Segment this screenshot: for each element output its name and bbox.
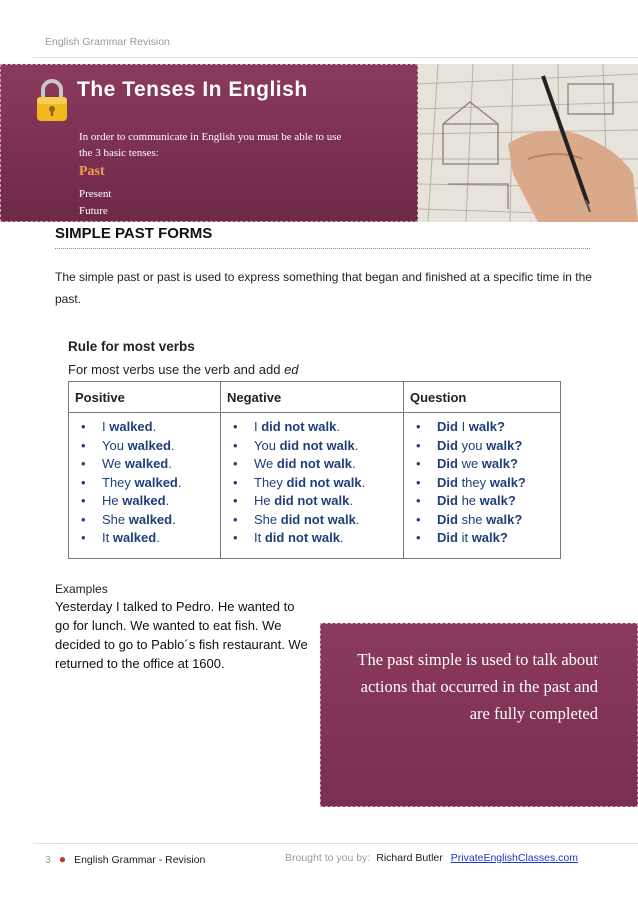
- verb-forms-table: [68, 381, 561, 559]
- column-header: Positive: [69, 382, 220, 413]
- lock-icon: [34, 78, 70, 122]
- list-item: • You did not walk.: [221, 437, 365, 456]
- intro-line: In order to communicate in English you must be able to use: [79, 131, 342, 143]
- examples-text: Yesterday I talked to Pedro. He wanted to go for lunch. We wanted to eat fish. We decided to go to Pablo´s fish restaurant. We returned to the office at 1600.: [55, 599, 308, 671]
- page-title: The Tenses In English: [77, 78, 308, 101]
- list-item: • Did we walk?: [404, 455, 526, 474]
- footer-left: [45, 852, 205, 866]
- rule-title: Rule for most verbs: [68, 339, 195, 354]
- brought-by-label: Brought to you by:: [285, 852, 371, 864]
- section-intro: The simple past or past is used to express something that began and finished at a specific time in the past.: [55, 270, 592, 306]
- list-item: • Did they walk?: [404, 474, 526, 493]
- rule-subtitle: [68, 362, 299, 377]
- negative-list: [221, 418, 365, 548]
- column-negative: [220, 382, 403, 558]
- author-name: Richard Butler: [376, 852, 443, 864]
- column-header: Negative: [221, 382, 403, 413]
- website-link[interactable]: PrivateEnglishClasses.com: [450, 852, 578, 864]
- running-head: English Grammar Revision: [45, 36, 170, 48]
- list-item: • I did not walk.: [221, 418, 365, 437]
- positive-list: [69, 418, 182, 548]
- page-number: 3: [45, 854, 51, 866]
- list-item: • Did you walk?: [404, 437, 526, 456]
- section-divider: [55, 248, 590, 249]
- examples-label: Examples: [55, 582, 108, 596]
- list-item: • Did it walk?: [404, 529, 526, 548]
- tense-future: Future: [79, 205, 108, 217]
- rule-subtitle-suffix: ed: [284, 362, 299, 377]
- intro-line: the 3 basic tenses:: [79, 147, 159, 159]
- list-item: • Did she walk?: [404, 511, 526, 530]
- list-item: • It walked.: [69, 529, 182, 548]
- list-item: • We did not walk.: [221, 455, 365, 474]
- list-item: • He did not walk.: [221, 492, 365, 511]
- footer-title: English Grammar - Revision: [74, 854, 206, 866]
- column-header: Question: [404, 382, 560, 413]
- list-item: • Did he walk?: [404, 492, 526, 511]
- list-item: • She did not walk.: [221, 511, 365, 530]
- question-list: [404, 418, 526, 548]
- list-item: • It did not walk.: [221, 529, 365, 548]
- bullet-icon: ●: [58, 852, 67, 866]
- list-item: • You walked.: [69, 437, 182, 456]
- banner-intro: [79, 129, 409, 161]
- header-divider: [33, 57, 638, 58]
- list-item: • Did I walk?: [404, 418, 526, 437]
- section-title: SIMPLE PAST FORMS: [55, 225, 213, 242]
- list-item: • We walked.: [69, 455, 182, 474]
- list-item: • They did not walk.: [221, 474, 365, 493]
- tense-past: Past: [79, 164, 105, 179]
- column-positive: [69, 382, 220, 558]
- footer-right: [285, 852, 578, 864]
- list-item: • I walked.: [69, 418, 182, 437]
- footer-divider: [33, 843, 638, 844]
- pull-quote: The past simple is used to talk about actions that occurred in the past and are fully completed: [357, 650, 598, 723]
- banner-photo: [418, 64, 638, 222]
- tense-present: Present: [79, 188, 112, 200]
- rule-subtitle-text: For most verbs use the verb and add: [68, 362, 285, 377]
- list-item: • He walked.: [69, 492, 182, 511]
- column-question: [403, 382, 560, 558]
- list-item: • She walked.: [69, 511, 182, 530]
- list-item: • They walked.: [69, 474, 182, 493]
